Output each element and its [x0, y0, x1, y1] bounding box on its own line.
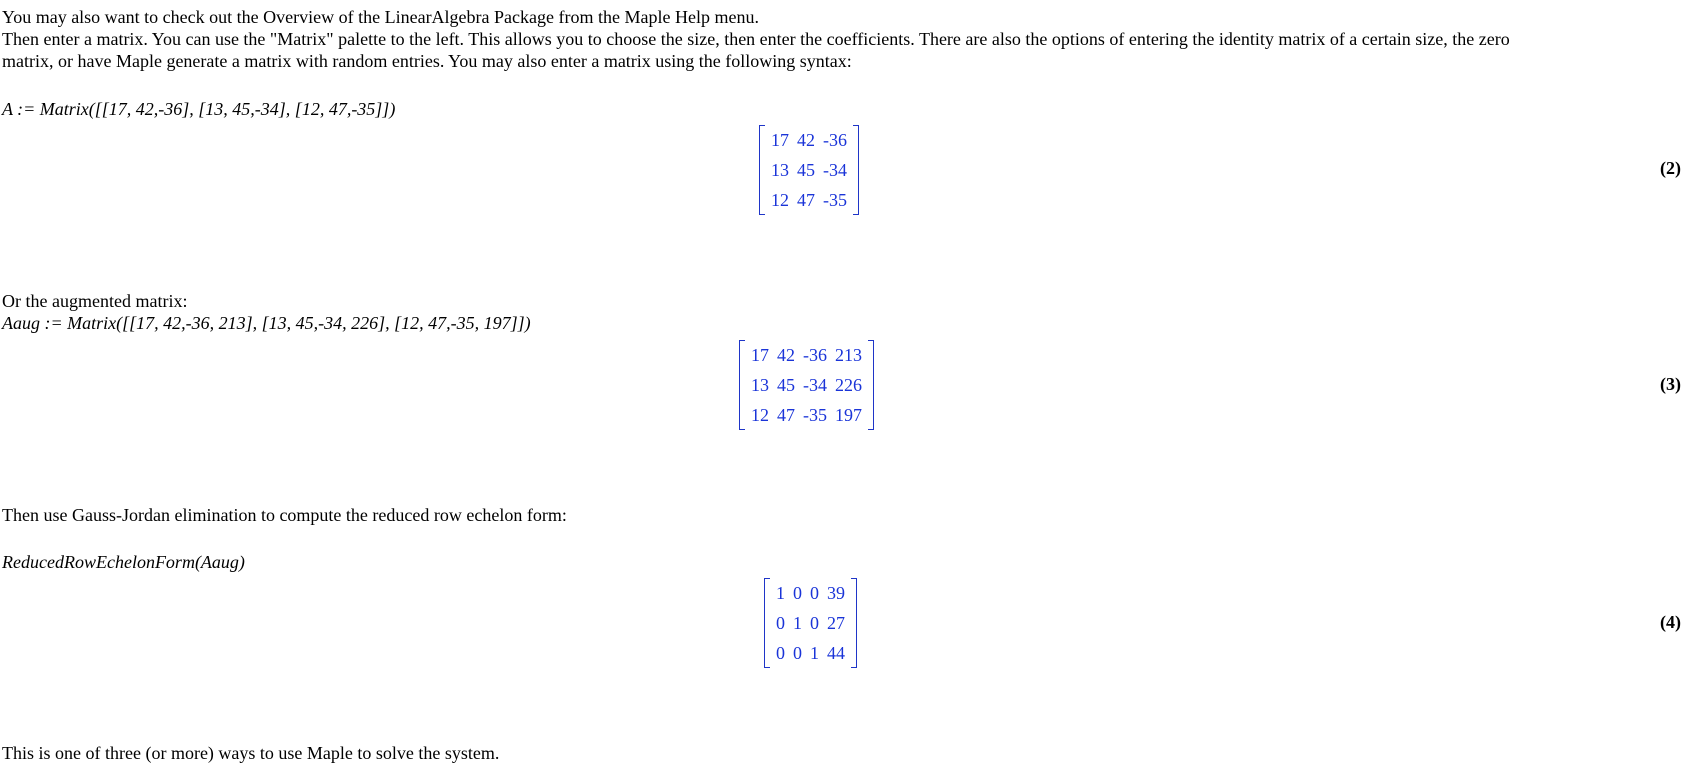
- matrix-row: [767, 155, 851, 185]
- matrix-cell: 45: [777, 374, 795, 395]
- matrix-cell: -36: [823, 129, 847, 150]
- matrix-cell: 47: [797, 189, 815, 210]
- intro-text-2a: Then enter a matrix. You can use the "Matrix" palette to the left. This allows you to choose the size, then enter the coefficients. There are also the options of entering the identity matrix of a certain size, the zero: [2, 29, 1510, 49]
- matrix-row: [747, 340, 866, 370]
- matrix-cell: 17: [751, 344, 769, 365]
- input-rref[interactable]: ReducedRowEchelonForm(Aaug): [2, 552, 245, 572]
- matrix-cell: 47: [777, 404, 795, 425]
- matrix-table: [772, 578, 849, 668]
- left-bracket: [759, 125, 765, 215]
- right-bracket: [853, 125, 859, 215]
- output-matrix-4: [764, 578, 857, 668]
- matrix-cell: 13: [751, 374, 769, 395]
- matrix-row: [767, 185, 851, 215]
- matrix-cell: 0: [776, 612, 785, 633]
- matrix-cell: 1: [810, 642, 819, 663]
- input-matrix-aug[interactable]: Aaug := Matrix([[17, 42,-36, 213], [13, 45,-34, 226], [12, 47,-35, 197]]): [2, 313, 531, 333]
- gauss-jordan-text: Then use Gauss-Jordan elimination to compute the reduced row echelon form:: [2, 505, 567, 525]
- matrix-cell: 13: [771, 159, 789, 180]
- matrix-row: [772, 608, 849, 638]
- equation-label-2: (2): [1660, 158, 1681, 178]
- left-bracket: [764, 578, 770, 668]
- augmented-text: Or the augmented matrix:: [2, 291, 188, 311]
- matrix-cell: 0: [793, 582, 802, 603]
- equation-label-4: (4): [1660, 612, 1681, 632]
- matrix-cell: 197: [835, 404, 862, 425]
- matrix-cell: 213: [835, 344, 862, 365]
- matrix-row: [767, 125, 851, 155]
- matrix-cell: 44: [827, 642, 845, 663]
- matrix-cell: 0: [793, 642, 802, 663]
- matrix-cell: -36: [803, 344, 827, 365]
- matrix-cell: 42: [797, 129, 815, 150]
- output-matrix-2: [759, 125, 859, 215]
- intro-text-1: You may also want to check out the Overview of the LinearAlgebra Package from the Maple Help menu.: [2, 7, 759, 27]
- right-bracket: [868, 340, 874, 430]
- matrix-cell: 0: [810, 582, 819, 603]
- matrix-cell: 45: [797, 159, 815, 180]
- matrix-cell: 39: [827, 582, 845, 603]
- matrix-row: [747, 370, 866, 400]
- matrix-row: [772, 578, 849, 608]
- matrix-row: [747, 400, 866, 430]
- left-bracket: [739, 340, 745, 430]
- matrix-cell: 0: [810, 612, 819, 633]
- matrix-cell: 42: [777, 344, 795, 365]
- matrix-cell: -34: [823, 159, 847, 180]
- matrix-cell: 27: [827, 612, 845, 633]
- matrix-cell: 12: [751, 404, 769, 425]
- matrix-cell: 226: [835, 374, 862, 395]
- output-matrix-3: [739, 340, 874, 430]
- matrix-cell: 1: [793, 612, 802, 633]
- matrix-row: [772, 638, 849, 668]
- matrix-cell: -35: [823, 189, 847, 210]
- input-matrix-a[interactable]: A := Matrix([[17, 42,-36], [13, 45,-34], [12, 47,-35]]): [2, 99, 396, 119]
- equation-label-3: (3): [1660, 374, 1681, 394]
- matrix-cell: -35: [803, 404, 827, 425]
- matrix-cell: 17: [771, 129, 789, 150]
- matrix-table: [767, 125, 851, 215]
- matrix-cell: 1: [776, 582, 785, 603]
- matrix-table: [747, 340, 866, 430]
- intro-text-2b: matrix, or have Maple generate a matrix with random entries. You may also enter a matrix using the following syntax:: [2, 51, 852, 71]
- matrix-cell: 12: [771, 189, 789, 210]
- matrix-cell: 0: [776, 642, 785, 663]
- right-bracket: [851, 578, 857, 668]
- matrix-cell: -34: [803, 374, 827, 395]
- closing-text: This is one of three (or more) ways to use Maple to solve the system.: [2, 743, 500, 763]
